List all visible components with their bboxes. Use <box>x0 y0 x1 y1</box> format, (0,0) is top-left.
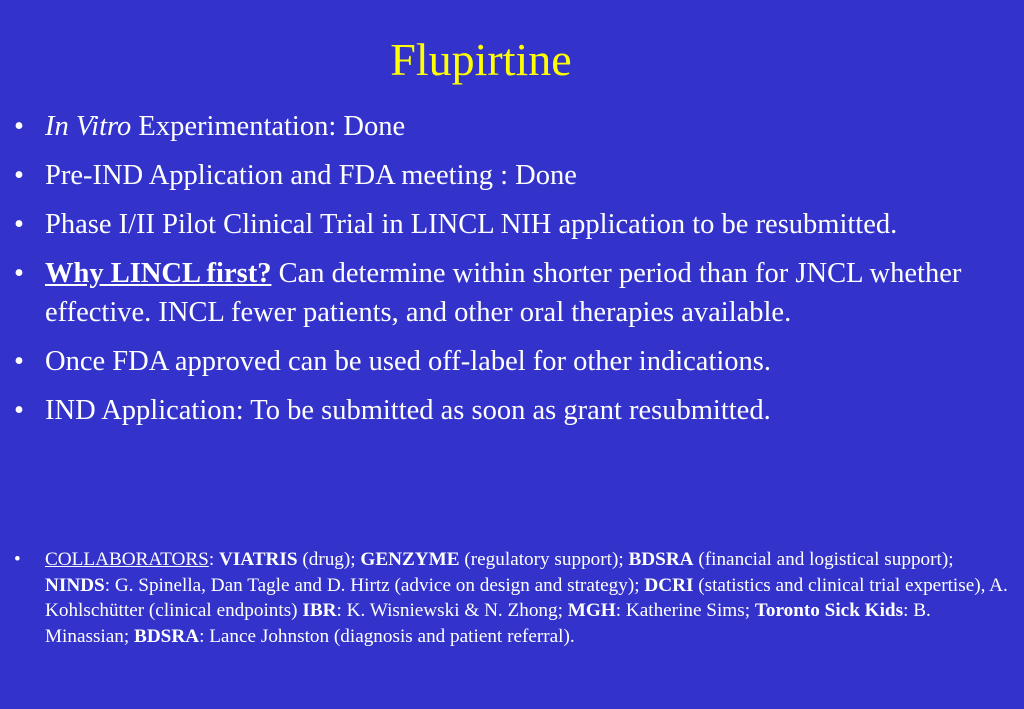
collab-org: VIATRIS <box>218 549 298 570</box>
collab-text: (regulatory support); <box>459 549 629 570</box>
bullet-item <box>14 342 1014 381</box>
bullet-marker: • <box>14 549 21 570</box>
collab-org: MGH <box>567 600 616 621</box>
collab-org: NINDS <box>45 574 105 596</box>
collab-org: IBR <box>302 600 337 621</box>
bullet-marker: • <box>14 111 24 142</box>
bullet-text: Can determine within shorter period than for JNCL whether effective. INCL fewer patients, and other oral therapies available. <box>45 258 962 328</box>
bullet-text: IND Application: To be submitted as soon as grant resubmitted. <box>45 395 771 426</box>
collab-text: : G. Spinella, Dan Tagle and D. Hirtz (advice on design and strategy); <box>104 574 645 596</box>
collab-text: (statistics and clinical trial expertise), A. Kohlschütter (clinical endpoints) <box>45 574 1008 621</box>
collab-text: : B. Minassian; <box>45 600 931 647</box>
collaborators-note <box>14 547 1009 649</box>
bullet-item <box>14 205 1014 244</box>
collab-text: (financial and logistical support); <box>693 549 954 570</box>
collab-org: BDSRA <box>134 625 200 647</box>
bullet-marker: • <box>14 160 24 191</box>
bullet-text: Pre-IND Application and FDA meeting : Done <box>45 160 577 191</box>
bullet-item <box>14 391 1014 430</box>
collab-text: : Katherine Sims; <box>615 600 755 621</box>
bullet-italic-text: In Vitro <box>45 111 132 142</box>
bullet-marker: • <box>14 209 24 240</box>
collab-text: : Lance Johnston (diagnosis and patient referral). <box>199 625 575 647</box>
bullet-item <box>14 254 1014 332</box>
collab-org: BDSRA <box>628 549 694 570</box>
bullet-item <box>14 107 1014 146</box>
collab-text: : <box>208 549 219 570</box>
bullet-bold-underlined-text: Why LINCL first? <box>45 258 272 289</box>
bullet-marker: • <box>14 258 24 289</box>
bullet-item <box>14 156 1014 195</box>
collab-text: : K. Wisniewski & N. Zhong; <box>336 600 568 621</box>
collaborators-heading: COLLABORATORS <box>45 549 209 570</box>
bullet-marker: • <box>14 395 24 426</box>
bullet-marker: • <box>14 346 24 377</box>
collab-org: GENZYME <box>360 549 460 570</box>
collab-org: DCRI <box>644 574 694 596</box>
bullet-list <box>14 107 1014 440</box>
slide-title: Flupirtine <box>390 34 572 85</box>
collab-text: (drug); <box>297 549 361 570</box>
bullet-text: Phase I/II Pilot Clinical Trial in LINCL NIH application to be resubmitted. <box>45 209 898 240</box>
bullet-text: Once FDA approved can be used off-label for other indications. <box>45 346 771 377</box>
collab-org: Toronto Sick Kids <box>754 600 904 621</box>
bullet-text: Experimentation: Done <box>131 111 406 142</box>
